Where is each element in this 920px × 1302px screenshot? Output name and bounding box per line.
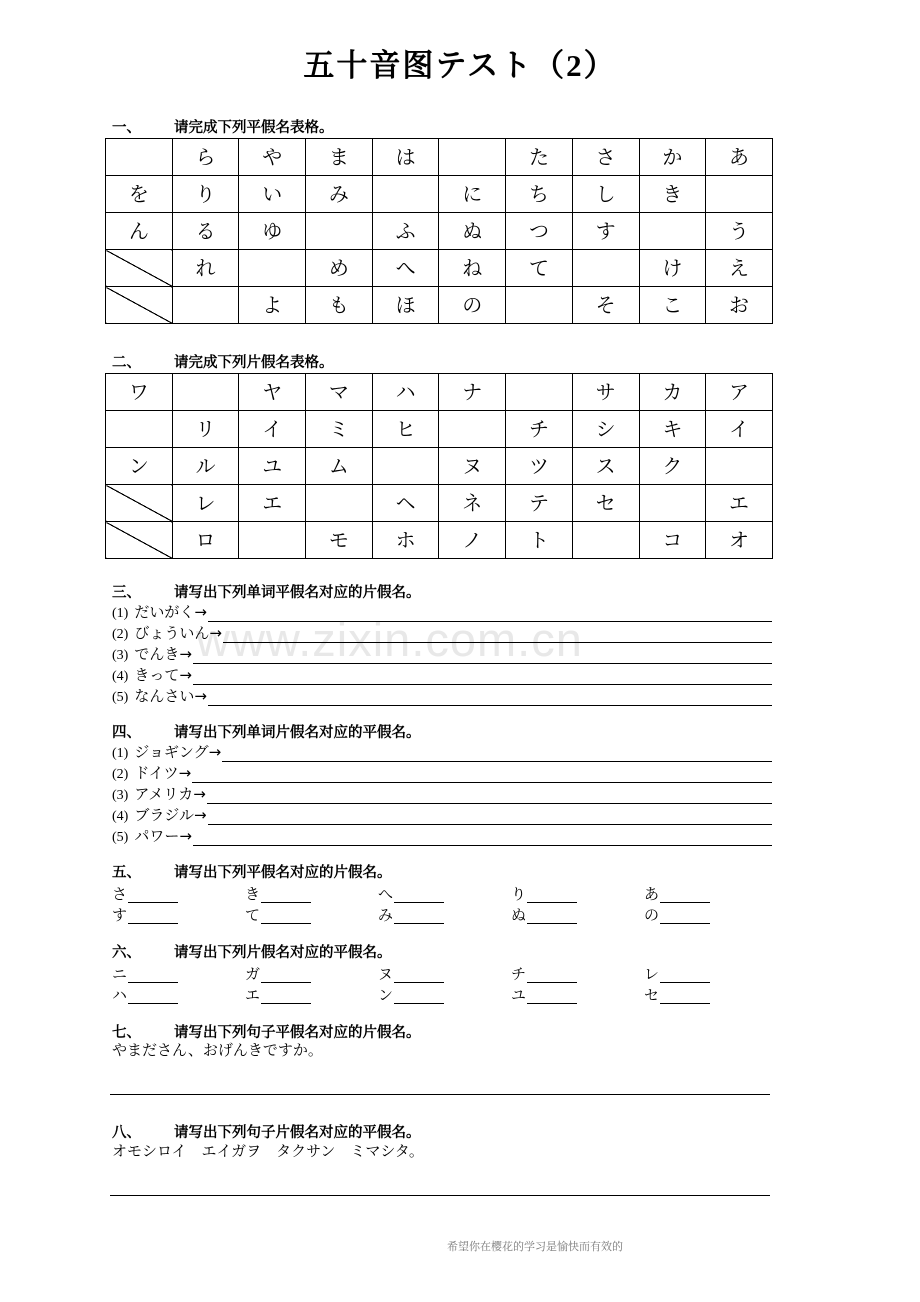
blank-grid-cell	[644, 987, 777, 1004]
list-item	[112, 643, 772, 664]
blank-grid-row	[112, 962, 777, 983]
kana-cell[interactable]: う	[706, 213, 773, 250]
kana-cell[interactable]: シ	[572, 411, 639, 448]
section-heading-5	[112, 861, 392, 882]
table-row	[106, 374, 773, 411]
kana-cell[interactable]: ぬ	[439, 213, 506, 250]
blank-grid-cell	[644, 966, 777, 983]
answer-blank[interactable]	[193, 830, 772, 846]
blank-grid-cell	[112, 886, 245, 903]
kana-cell-blank[interactable]	[706, 448, 773, 485]
kana-cell[interactable]: ち	[506, 176, 573, 213]
kana-cell-blank[interactable]	[572, 250, 639, 287]
katakana-sentence-prompt: オモシロイ エイガヲ タクサン ミマシタ。	[112, 1142, 424, 1160]
list-item	[112, 783, 772, 804]
kana-cell-blank[interactable]	[106, 139, 173, 176]
kana-cell[interactable]: へ	[372, 250, 439, 287]
blank-grid-cell	[245, 987, 378, 1004]
kana-cell[interactable]: の	[439, 287, 506, 324]
list-item	[112, 762, 772, 783]
kana-cell[interactable]: イ	[239, 411, 306, 448]
kana-word-prompt: アメリカ→	[134, 785, 206, 803]
kana-cell[interactable]: さ	[572, 139, 639, 176]
blank-grid-cell	[245, 907, 378, 924]
blank-grid-cell	[245, 966, 378, 983]
blank-grid-cell	[511, 907, 644, 924]
list-item	[112, 741, 772, 762]
item-number: (5)	[112, 690, 129, 705]
list-item	[112, 804, 772, 825]
kana-cell[interactable]: ヒ	[372, 411, 439, 448]
answer-blank[interactable]	[208, 606, 772, 622]
list-item	[112, 622, 772, 643]
item-number: (4)	[112, 809, 129, 824]
kana-cell[interactable]: ヤ	[239, 374, 306, 411]
blank-grid-cell	[511, 886, 644, 903]
section-title-3: 请写出下列单词平假名对应的片假名。	[174, 585, 421, 601]
blank-grid-cell	[644, 907, 777, 924]
kana-cell[interactable]: あ	[706, 139, 773, 176]
kana-cell[interactable]: サ	[572, 374, 639, 411]
section-title-5: 请写出下列平假名对应的片假名。	[174, 865, 392, 881]
answer-blank[interactable]	[128, 908, 178, 924]
kana-cell[interactable]: ナ	[439, 374, 506, 411]
table-row	[106, 522, 773, 559]
blank-grid-row	[112, 983, 777, 1004]
answer-blank[interactable]	[192, 767, 772, 783]
kana-cell[interactable]: コ	[639, 522, 706, 559]
kana-cell[interactable]: エ	[239, 485, 306, 522]
hiragana-practice-table[interactable]	[105, 138, 773, 324]
kana-cell-blank[interactable]	[639, 213, 706, 250]
kana-prompt: ぬ	[511, 906, 527, 924]
section-number-6: 六、	[112, 945, 141, 961]
kana-prompt: ン	[378, 986, 394, 1004]
kana-cell[interactable]: は	[372, 139, 439, 176]
section-heading-1	[112, 116, 334, 137]
item-number: (1)	[112, 746, 129, 761]
section-title-4: 请写出下列单词片假名对应的平假名。	[174, 725, 421, 741]
kana-cell[interactable]: よ	[239, 287, 306, 324]
kana-prompt: あ	[644, 885, 660, 903]
kana-cell-blank[interactable]	[306, 485, 373, 522]
kana-cell-blank[interactable]	[572, 522, 639, 559]
kana-cell-blank[interactable]	[439, 139, 506, 176]
kana-word-prompt: ブラジル→	[134, 806, 207, 824]
kana-cell-blank[interactable]	[106, 411, 173, 448]
kana-cell[interactable]: ト	[506, 522, 573, 559]
kana-prompt: き	[245, 885, 261, 903]
kana-cell[interactable]: す	[572, 213, 639, 250]
kana-cell[interactable]: ら	[172, 139, 239, 176]
answer-blank[interactable]	[527, 988, 577, 1004]
kana-prompt: の	[644, 906, 660, 924]
kana-prompt: ガ	[245, 965, 261, 983]
kana-cell[interactable]: そ	[572, 287, 639, 324]
kana-cell[interactable]: も	[306, 287, 373, 324]
section-number-3: 三、	[112, 585, 141, 601]
kana-cell[interactable]: て	[506, 250, 573, 287]
diagonal-strike-cell	[106, 485, 173, 522]
kana-cell-blank[interactable]	[306, 213, 373, 250]
item-number: (3)	[112, 788, 129, 803]
kana-cell[interactable]: リ	[172, 411, 239, 448]
list-item	[112, 601, 772, 622]
kana-cell[interactable]: り	[172, 176, 239, 213]
section-number-7: 七、	[112, 1025, 141, 1041]
kana-cell[interactable]: ハ	[372, 374, 439, 411]
item-number: (2)	[112, 767, 129, 782]
kana-cell[interactable]: こ	[639, 287, 706, 324]
blank-grid-row	[112, 882, 777, 903]
kana-word-prompt: だいがく→	[134, 603, 207, 621]
list-item	[112, 685, 772, 706]
table-row	[106, 213, 773, 250]
answer-blank[interactable]	[193, 669, 772, 685]
kana-cell[interactable]: つ	[506, 213, 573, 250]
kana-cell[interactable]: ス	[572, 448, 639, 485]
kana-cell[interactable]: い	[239, 176, 306, 213]
kana-cell[interactable]: や	[239, 139, 306, 176]
kana-cell[interactable]: ネ	[439, 485, 506, 522]
kana-cell[interactable]: ル	[172, 448, 239, 485]
section-heading-2	[112, 351, 334, 372]
kana-cell-blank[interactable]	[506, 287, 573, 324]
kana-prompt: て	[245, 906, 261, 924]
blank-grid-cell	[245, 886, 378, 903]
table-row	[106, 250, 773, 287]
kana-word-prompt: ドイツ→	[134, 764, 192, 782]
kana-cell[interactable]: ツ	[506, 448, 573, 485]
answer-line-7[interactable]	[110, 1094, 770, 1095]
kana-cell-blank[interactable]	[172, 374, 239, 411]
answer-line-8[interactable]	[110, 1195, 770, 1196]
section-heading-8	[112, 1121, 421, 1142]
kana-prompt: さ	[112, 885, 128, 903]
kana-cell[interactable]: モ	[306, 522, 373, 559]
table-row	[106, 448, 773, 485]
kana-cell[interactable]: み	[306, 176, 373, 213]
diagonal-strike-cell	[106, 250, 173, 287]
kana-cell[interactable]: き	[639, 176, 706, 213]
katakana-word-list	[112, 741, 772, 846]
kana-cell[interactable]: ン	[106, 448, 173, 485]
blank-grid-cell	[511, 987, 644, 1004]
section-title-2: 请完成下列片假名表格。	[174, 355, 334, 371]
kana-cell[interactable]: ミ	[306, 411, 373, 448]
blank-grid-cell	[644, 886, 777, 903]
kana-cell-blank[interactable]	[172, 287, 239, 324]
watermark-text: www.zixin.com.cn	[196, 613, 583, 666]
kana-prompt: ハ	[112, 986, 128, 1004]
answer-blank[interactable]	[660, 887, 710, 903]
answer-blank[interactable]	[261, 908, 311, 924]
answer-blank[interactable]	[527, 967, 577, 983]
answer-blank[interactable]	[394, 908, 444, 924]
section-number-5: 五、	[112, 865, 141, 881]
kana-cell-blank[interactable]	[239, 250, 306, 287]
blank-grid-cell	[378, 886, 511, 903]
kana-cell[interactable]: ホ	[372, 522, 439, 559]
answer-blank[interactable]	[394, 988, 444, 1004]
blank-grid-row	[112, 903, 777, 924]
kana-cell[interactable]: め	[306, 250, 373, 287]
answer-blank[interactable]	[261, 887, 311, 903]
answer-blank[interactable]	[527, 887, 577, 903]
kana-word-prompt: きって→	[134, 666, 192, 684]
kana-word-prompt: でんき→	[134, 645, 192, 663]
kana-word-prompt: パワー→	[134, 827, 192, 845]
kana-cell[interactable]: ヌ	[439, 448, 506, 485]
kana-cell-blank[interactable]	[706, 176, 773, 213]
kana-cell[interactable]: ロ	[172, 522, 239, 559]
kana-cell[interactable]: ん	[106, 213, 173, 250]
table-row	[106, 485, 773, 522]
answer-blank[interactable]	[660, 908, 710, 924]
hiragana-word-list	[112, 601, 772, 706]
kana-cell[interactable]: ム	[306, 448, 373, 485]
table-row	[106, 176, 773, 213]
blank-grid-cell	[112, 966, 245, 983]
kana-cell[interactable]: エ	[706, 485, 773, 522]
diagonal-strike-cell	[106, 522, 173, 559]
kana-cell[interactable]: ゆ	[239, 213, 306, 250]
section-title-6: 请写出下列片假名对应的平假名。	[174, 945, 392, 961]
answer-blank[interactable]	[128, 988, 178, 1004]
item-number: (2)	[112, 627, 129, 642]
section-number-1: 一、	[112, 120, 141, 136]
table-row	[106, 139, 773, 176]
section-title-8: 请写出下列句子片假名对应的平假名。	[174, 1125, 421, 1141]
hiragana-blank-grid	[112, 882, 777, 924]
section-number-2: 二、	[112, 355, 141, 371]
kana-word-prompt: びょういん→	[134, 624, 222, 642]
answer-blank[interactable]	[394, 887, 444, 903]
kana-prompt: チ	[511, 965, 527, 983]
page-title: 五十音图テスト（2）	[303, 48, 617, 83]
kana-cell[interactable]: カ	[639, 374, 706, 411]
kana-prompt: ヌ	[378, 965, 394, 983]
item-number: (4)	[112, 669, 129, 684]
kana-cell[interactable]: ほ	[372, 287, 439, 324]
kana-cell[interactable]: ク	[639, 448, 706, 485]
kana-cell[interactable]: ま	[306, 139, 373, 176]
katakana-blank-grid	[112, 962, 777, 1004]
section-title-1: 请完成下列平假名表格。	[174, 120, 334, 136]
list-item	[112, 825, 772, 846]
section-heading-4	[112, 721, 421, 742]
blank-grid-cell	[511, 966, 644, 983]
answer-blank[interactable]	[223, 627, 772, 643]
kana-prompt: ユ	[511, 986, 527, 1004]
item-number: (5)	[112, 830, 129, 845]
kana-cell[interactable]: け	[639, 250, 706, 287]
section-heading-6	[112, 941, 392, 962]
kana-cell[interactable]: ふ	[372, 213, 439, 250]
kana-cell[interactable]: し	[572, 176, 639, 213]
kana-cell[interactable]: れ	[172, 250, 239, 287]
kana-cell[interactable]: レ	[172, 485, 239, 522]
answer-blank[interactable]	[527, 908, 577, 924]
blank-grid-cell	[378, 966, 511, 983]
answer-blank[interactable]	[208, 690, 772, 706]
kana-prompt: エ	[245, 986, 261, 1004]
kana-prompt: レ	[644, 965, 660, 983]
answer-blank[interactable]	[222, 746, 772, 762]
kana-cell[interactable]: か	[639, 139, 706, 176]
answer-blank[interactable]	[128, 887, 178, 903]
kana-cell[interactable]: ア	[706, 374, 773, 411]
kana-cell[interactable]: ユ	[239, 448, 306, 485]
kana-word-prompt: ジョギング→	[134, 743, 222, 761]
kana-cell[interactable]: セ	[572, 485, 639, 522]
kana-cell[interactable]: ヘ	[372, 485, 439, 522]
kana-cell[interactable]: お	[706, 287, 773, 324]
kana-cell[interactable]: イ	[706, 411, 773, 448]
kana-cell-blank[interactable]	[506, 374, 573, 411]
kana-prompt: ニ	[112, 965, 128, 983]
section-number-8: 八、	[112, 1125, 141, 1141]
kana-prompt: す	[112, 906, 128, 924]
table-row	[106, 287, 773, 324]
answer-blank[interactable]	[193, 648, 772, 664]
katakana-practice-table[interactable]	[105, 373, 773, 559]
section-heading-3	[112, 581, 421, 602]
kana-cell[interactable]: キ	[639, 411, 706, 448]
kana-cell-blank[interactable]	[439, 411, 506, 448]
blank-grid-cell	[378, 987, 511, 1004]
answer-blank[interactable]	[261, 988, 311, 1004]
kana-cell-blank[interactable]	[372, 448, 439, 485]
section-number-4: 四、	[112, 725, 141, 741]
kana-cell[interactable]: ノ	[439, 522, 506, 559]
answer-blank[interactable]	[207, 788, 772, 804]
kana-cell[interactable]: を	[106, 176, 173, 213]
kana-cell[interactable]: に	[439, 176, 506, 213]
answer-blank[interactable]	[660, 967, 710, 983]
kana-prompt: へ	[378, 885, 394, 903]
kana-word-prompt: なんさい→	[134, 687, 207, 705]
list-item	[112, 664, 772, 685]
footer-note: 希望你在樱花的学习是愉快而有效的	[447, 1241, 623, 1253]
kana-cell[interactable]: ね	[439, 250, 506, 287]
kana-cell[interactable]: マ	[306, 374, 373, 411]
kana-prompt: み	[378, 906, 394, 924]
kana-cell-blank[interactable]	[372, 176, 439, 213]
blank-grid-cell	[378, 907, 511, 924]
answer-blank[interactable]	[208, 809, 772, 825]
kana-prompt: セ	[644, 986, 660, 1004]
item-number: (3)	[112, 648, 129, 663]
kana-cell[interactable]: え	[706, 250, 773, 287]
item-number: (1)	[112, 606, 129, 621]
section-title-7: 请写出下列句子平假名对应的片假名。	[174, 1025, 421, 1041]
kana-prompt: り	[511, 885, 527, 903]
kana-cell[interactable]: ワ	[106, 374, 173, 411]
kana-cell[interactable]: テ	[506, 485, 573, 522]
kana-cell-blank[interactable]	[639, 485, 706, 522]
answer-blank[interactable]	[394, 967, 444, 983]
diagonal-strike-cell	[106, 287, 173, 324]
kana-cell-blank[interactable]	[239, 522, 306, 559]
table-row	[106, 411, 773, 448]
blank-grid-cell	[112, 987, 245, 1004]
kana-cell[interactable]: る	[172, 213, 239, 250]
answer-blank[interactable]	[261, 967, 311, 983]
answer-blank[interactable]	[128, 967, 178, 983]
kana-cell[interactable]: チ	[506, 411, 573, 448]
hiragana-sentence-prompt: やまださん、おげんきですか。	[112, 1041, 323, 1059]
blank-grid-cell	[112, 907, 245, 924]
kana-cell[interactable]: た	[506, 139, 573, 176]
answer-blank[interactable]	[660, 988, 710, 1004]
kana-cell[interactable]: オ	[706, 522, 773, 559]
